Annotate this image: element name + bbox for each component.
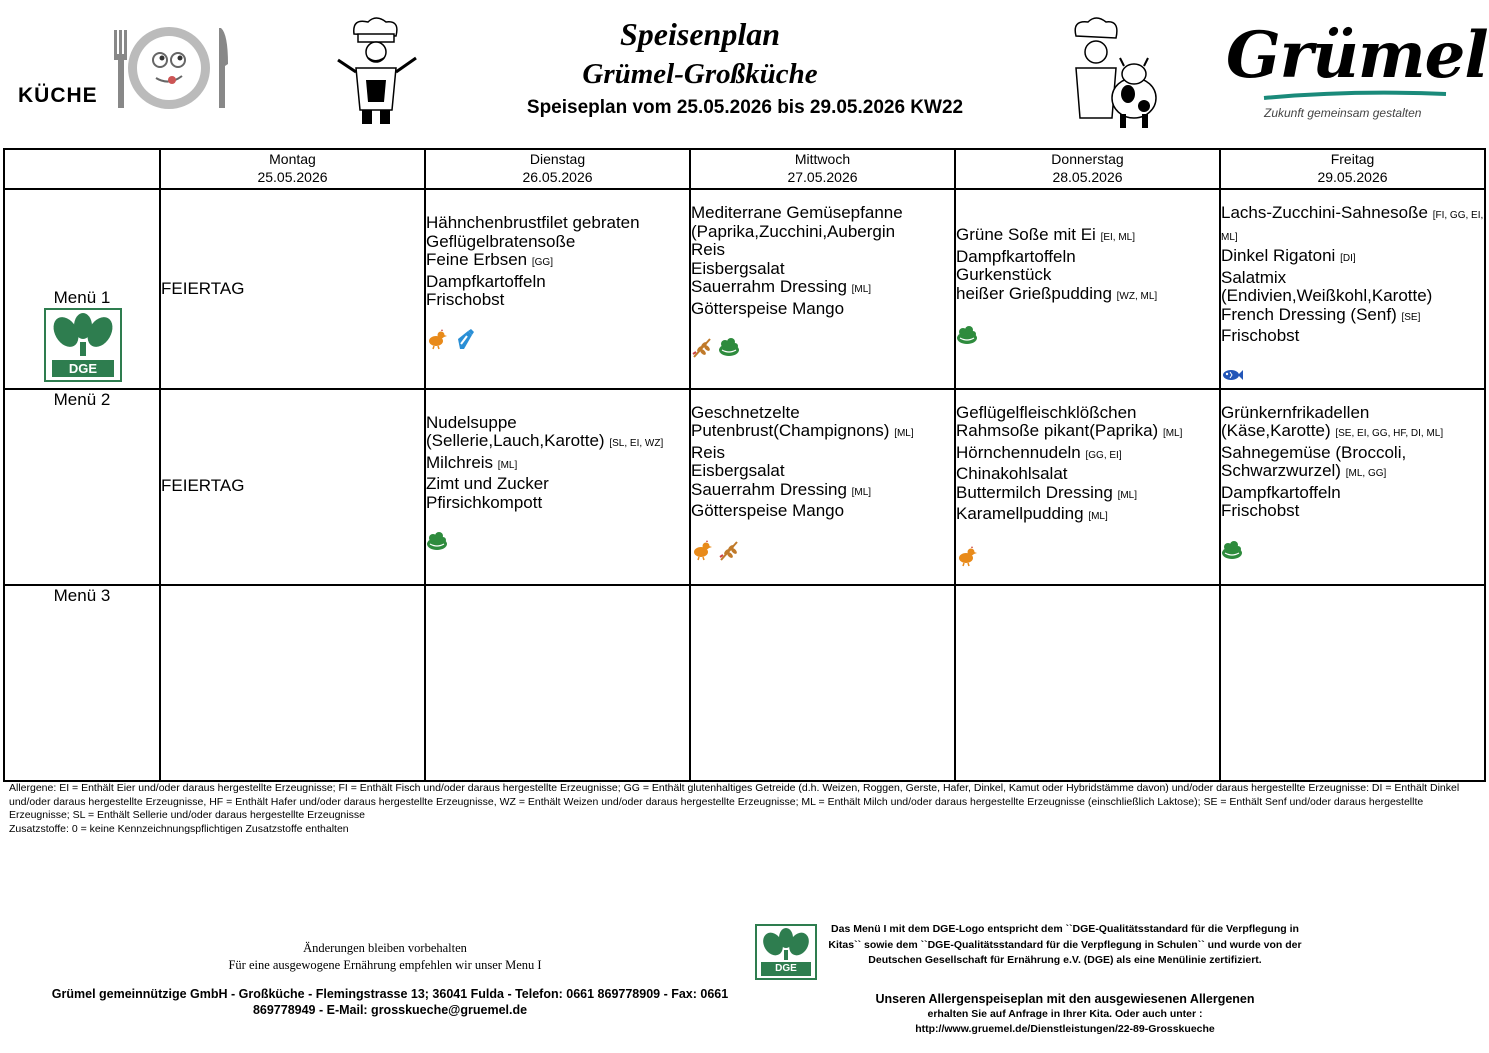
dish-line — [956, 226, 1219, 248]
dish-line — [956, 422, 1219, 444]
food-icons — [426, 328, 689, 352]
allergen-codes: [GG] — [531, 257, 553, 268]
dish-name: Eisbergsalat — [691, 461, 785, 480]
allergen-codes: [SE] — [1401, 311, 1421, 323]
allergen-codes: [SL, EI, WZ] — [609, 438, 664, 449]
dish-name: Geflügelbratensoße — [426, 231, 576, 251]
food-icons — [956, 545, 1219, 569]
dish-line — [691, 204, 954, 223]
dish-line — [1221, 269, 1484, 288]
dish-name: Lachs-Zucchini-Sahnesoße — [1221, 203, 1428, 222]
company-address: Grümel gemeinnützige GmbH - Großküche - Flemingstrasse 13; 36041 Fulda - Telefon: 0661 869778909 - Fax: 0661 869778949 - E-Mail: grosskueche@gruemel.de — [51, 987, 729, 1017]
menu-cell-dienstag — [425, 389, 690, 585]
dge-logo-footer — [755, 924, 817, 980]
menu-cell-donnerstag — [955, 389, 1220, 585]
website-link[interactable]: http://www.gruemel.de/Dienstleistungen/22-89-Grosskueche — [915, 1023, 1215, 1035]
dish-line — [1221, 306, 1484, 328]
day-header-montag: Montag 25.05.2026 — [160, 149, 425, 189]
dish-name: Putenbrust(Champignons) — [691, 421, 890, 440]
menu-label: Menü 3 — [53, 585, 111, 605]
dish-line — [691, 278, 954, 300]
dish-name: Rahmsoße pikant(Paprika) — [956, 421, 1159, 440]
dish-name: Eisbergsalat — [691, 258, 785, 278]
menu-row-label-cell — [4, 389, 160, 585]
dish-name: Sauerrahm Dressing — [691, 479, 847, 499]
dish-line — [1221, 204, 1484, 247]
allergen-codes: [ML] — [894, 428, 914, 439]
allergen-codes: [ML] — [497, 459, 518, 471]
gruemel-tagline: Zukunft gemeinsam gestalten — [1264, 106, 1422, 120]
holiday-label: FEIERTAG — [161, 476, 245, 496]
holiday-label: FEIERTAG — [161, 278, 245, 298]
dish-line — [426, 233, 689, 252]
gruemel-logo: Grümel — [1226, 18, 1488, 93]
dish-line — [1221, 422, 1484, 444]
dish-line — [956, 266, 1219, 285]
dish-line — [956, 404, 1219, 423]
dge-logo — [44, 308, 122, 382]
menu-cell-donnerstag — [955, 189, 1220, 389]
allergen-codes: [FI, GG, EI, ML] — [1221, 210, 1484, 243]
dish-line — [691, 404, 954, 423]
dish-name: Chinakohlsalat — [956, 464, 1068, 483]
dish-name: Reis — [691, 442, 726, 462]
menu-cell-dienstag — [425, 189, 690, 389]
dish-name: Götterspeise Mango — [691, 298, 845, 318]
chicken-icon — [956, 545, 978, 567]
corner-header — [4, 149, 160, 189]
menu-label: Menü 1 — [53, 288, 111, 307]
dish-line — [1221, 462, 1484, 484]
dish-line — [426, 291, 689, 310]
allergen-codes: [ML] — [851, 486, 872, 498]
dish-name: Nudelsuppe — [426, 412, 517, 432]
dish-name: Mediterrane Gemüsepfanne — [691, 203, 903, 222]
dish-line — [1221, 287, 1484, 306]
dish-line — [426, 432, 689, 454]
allergen-codes: [GG, EI] — [1085, 449, 1122, 461]
menu-cell-montag — [160, 189, 425, 389]
dish-name: (Käse,Karotte) — [1221, 421, 1331, 440]
dish-name: Dampfkartoffeln — [426, 271, 546, 291]
dish-line — [1221, 247, 1484, 269]
dish-name: Hähnchenbrustfilet gebraten — [426, 213, 640, 232]
allergen-codes: [ML] — [1088, 511, 1108, 522]
plan-period: Speiseplan vom 25.05.2026 bis 29.05.2026 KW22 — [526, 97, 964, 118]
day-header-mittwoch: Mittwoch 27.05.2026 — [690, 149, 955, 189]
dish-name: Salatmix — [1221, 267, 1287, 287]
dish-name: Sauerrahm Dressing — [691, 277, 847, 296]
dish-name: Schwarzwurzel) — [1221, 461, 1341, 480]
fish-icon — [1221, 364, 1243, 386]
dish-line — [426, 475, 689, 494]
dish-line — [426, 414, 689, 433]
vegetable-icon — [956, 324, 978, 346]
day-header-donnerstag: Donnerstag 28.05.2026 — [955, 149, 1220, 189]
chef-illustration-left — [332, 14, 420, 128]
gruemel-logo-swoosh — [1262, 88, 1448, 102]
dish-name: Frischobst — [426, 290, 505, 309]
allergen-legend-text: Allergene: EI = Enthält Eier und/oder daraus hergestellte Erzeugnisse; FI = Enthält Fisch und/oder daraus hergestellte Erzeugnisse; GG = Enthält glutenhaltiges Getreide (d.h. Weizen, Roggen, Gerste, Hafer, Dinkel, Kamut oder Hybridstämme davon) und/oder daraus hergestellte Erzeugnisse: DI = Enthält Dinkel und/oder daraus hergestellte Erzeugnisse, HF = Enthält Hafer und/oder daraus hergestellte Erzeugnisse, WZ = Enthält Weizen und/oder daraus hergestellte Erzeugnisse; ML = Enthält Milch und/oder daraus hergestellte Erzeugnisse (einschließlich Laktose); SE = Enthält Senf und/oder daraus hergestellte Erzeugnisse; SL = Enthält Sellerie und/oder daraus hergestellte Erzeugnisse — [9, 782, 1460, 821]
recommendation-note: Für eine ausgewogene Ernährung empfehlen wir unser Menu I — [228, 958, 542, 972]
dish-line — [426, 251, 689, 273]
wheat-icon — [691, 336, 713, 358]
allergen-codes: [ML] — [1117, 489, 1138, 501]
allergen-codes: [ML, GG] — [1345, 468, 1387, 479]
dish-name: Zimt und Zucker — [426, 474, 549, 493]
dish-name: Sahnegemüse (Broccoli, — [1221, 442, 1407, 462]
page-title-kitchen: Grümel-Großküche — [582, 58, 818, 90]
dish-name: Gurkenstück — [956, 265, 1052, 284]
dish-name: Pfirsichkompott — [426, 492, 543, 512]
allergen-codes: [DI] — [1340, 253, 1356, 264]
dish-name: Dinkel Rigatoni — [1221, 246, 1336, 265]
allergen-legend — [9, 782, 1479, 836]
wheat-icon — [718, 539, 740, 561]
dish-name: French Dressing (Senf) — [1221, 304, 1397, 324]
dish-line — [1221, 444, 1484, 463]
dish-line — [1221, 327, 1484, 346]
menu-cell-freitag — [1220, 389, 1485, 585]
dish-line — [956, 444, 1219, 466]
dish-line — [691, 422, 954, 444]
dish-name: Milchreis — [426, 452, 494, 472]
dish-name: Dampfkartoffeln — [1221, 482, 1341, 502]
menu-plan-table — [3, 148, 1486, 782]
dish-line — [691, 462, 954, 481]
dish-name: Götterspeise Mango — [691, 501, 845, 520]
dish-line — [426, 214, 689, 233]
dge-logo-text: DGE — [68, 361, 98, 376]
dish-name: (Paprika,Zucchini,Aubergin — [691, 221, 896, 241]
vegetable-icon — [1221, 539, 1243, 561]
menu-cell-montag — [160, 389, 425, 585]
menu-cell-freitag — [1220, 585, 1485, 781]
dish-line — [691, 260, 954, 279]
menu-cell-mittwoch — [690, 585, 955, 781]
allergen-codes: [SE, EI, GG, HF, DI, ML] — [1335, 428, 1444, 439]
menu-row-label-cell — [4, 189, 160, 389]
food-icons — [1221, 539, 1484, 563]
dge-logo-text: DGE — [775, 963, 797, 974]
additives-legend-text: Zusatzstoffe: 0 = keine Kennzeichnungspflichtigen Zusatzstoffe enthalten — [9, 822, 349, 835]
dish-line — [426, 494, 689, 513]
menu-row-2 — [4, 389, 1485, 585]
dish-name: heißer Grießpudding — [956, 283, 1112, 303]
vegetable-icon — [718, 336, 740, 358]
allergen-codes: [WZ, ML] — [1116, 290, 1158, 302]
dish-name: Grünkernfrikadellen — [1221, 402, 1370, 422]
food-icons — [956, 324, 1219, 348]
dish-line — [1221, 404, 1484, 423]
dish-line — [691, 444, 954, 463]
dge-certification-note: Das Menü I mit dem DGE-Logo entspricht dem ``DGE-Qualitätsstandard für die Verpflegung in Kitas`` sowie dem ``DGE-Qualitätsstandard für die Verpflegung in Schulen`` und wurde von der Deutschen Gesellschaft für Ernährung e.V. (DGE) als eine Menülinie zertifiziert. — [828, 923, 1302, 966]
chef-icon — [332, 14, 420, 128]
dish-name: Reis — [691, 240, 726, 259]
food-icons — [1221, 364, 1484, 388]
dish-line — [691, 300, 954, 319]
dish-line — [956, 484, 1219, 506]
dish-name: Geflügelfleischklößchen — [956, 402, 1137, 422]
dish-name: Karamellpudding — [956, 504, 1084, 523]
vegetable-icon — [426, 530, 448, 552]
dish-name: Dampfkartoffeln — [956, 246, 1076, 266]
dish-name: Feine Erbsen — [426, 250, 528, 269]
allergen-plan-title: Unseren Allergenspeiseplan mit den ausgewiesenen Allergenen — [875, 992, 1255, 1006]
dish-line — [426, 454, 689, 476]
menu-cell-dienstag — [425, 585, 690, 781]
dish-name: Grüne Soße mit Ei — [956, 225, 1096, 244]
dish-line — [956, 285, 1219, 307]
chef-with-cow-icon — [1050, 14, 1160, 132]
dish-line — [691, 481, 954, 503]
day-header-freitag: Freitag 29.05.2026 — [1220, 149, 1485, 189]
menu-cell-donnerstag — [955, 585, 1220, 781]
menu-row-1 — [4, 189, 1485, 389]
menu-cell-mittwoch — [690, 389, 955, 585]
dish-name: Buttermilch Dressing — [956, 482, 1113, 502]
dish-line — [691, 241, 954, 260]
dish-name: Frischobst — [1221, 501, 1300, 520]
menu-label: Menü 2 — [53, 389, 111, 409]
dish-line — [691, 502, 954, 521]
chicken-icon — [691, 539, 713, 561]
food-icons — [426, 530, 689, 554]
menu-row-3 — [4, 585, 1485, 781]
menu-row-label-cell — [4, 585, 160, 781]
food-icons — [691, 336, 954, 360]
kueche-logo-text: KÜCHE — [18, 84, 98, 107]
menu-cell-mittwoch — [690, 189, 955, 389]
footer-notes — [170, 940, 600, 974]
dish-name: (Endivien,Weißkohl,Karotte) — [1221, 286, 1433, 305]
dish-line — [1221, 502, 1484, 521]
menu-cell-montag — [160, 585, 425, 781]
page-title: Speisenplan — [619, 16, 781, 52]
chef-cow-illustration — [1050, 14, 1160, 132]
dish-name: Geschnetzelte — [691, 402, 800, 422]
dish-line — [1221, 484, 1484, 503]
dish-line — [426, 273, 689, 292]
day-header-dienstag: Dienstag 26.05.2026 — [425, 149, 690, 189]
dish-line — [956, 505, 1219, 527]
request-note: erhalten Sie auf Anfrage in Ihrer Kita. Oder auch unter : — [927, 1008, 1203, 1020]
allergen-codes: [EI, ML] — [1100, 232, 1136, 243]
allergen-codes: [ML] — [1162, 428, 1183, 439]
dish-line — [956, 465, 1219, 484]
changes-note: Änderungen bleiben vorbehalten — [303, 941, 467, 955]
dish-name: Hörnchennudeln — [956, 442, 1081, 462]
chicken-icon — [426, 328, 448, 350]
food-icons — [691, 539, 954, 563]
milk-icon — [453, 328, 475, 350]
dish-name: Frischobst — [1221, 326, 1300, 345]
allergen-plan-note — [815, 992, 1315, 1037]
allergen-codes: [ML] — [851, 284, 872, 295]
dish-line — [956, 248, 1219, 267]
dish-name: (Sellerie,Lauch,Karotte) — [426, 431, 605, 450]
dish-line — [691, 223, 954, 242]
menu-cell-freitag — [1220, 189, 1485, 389]
